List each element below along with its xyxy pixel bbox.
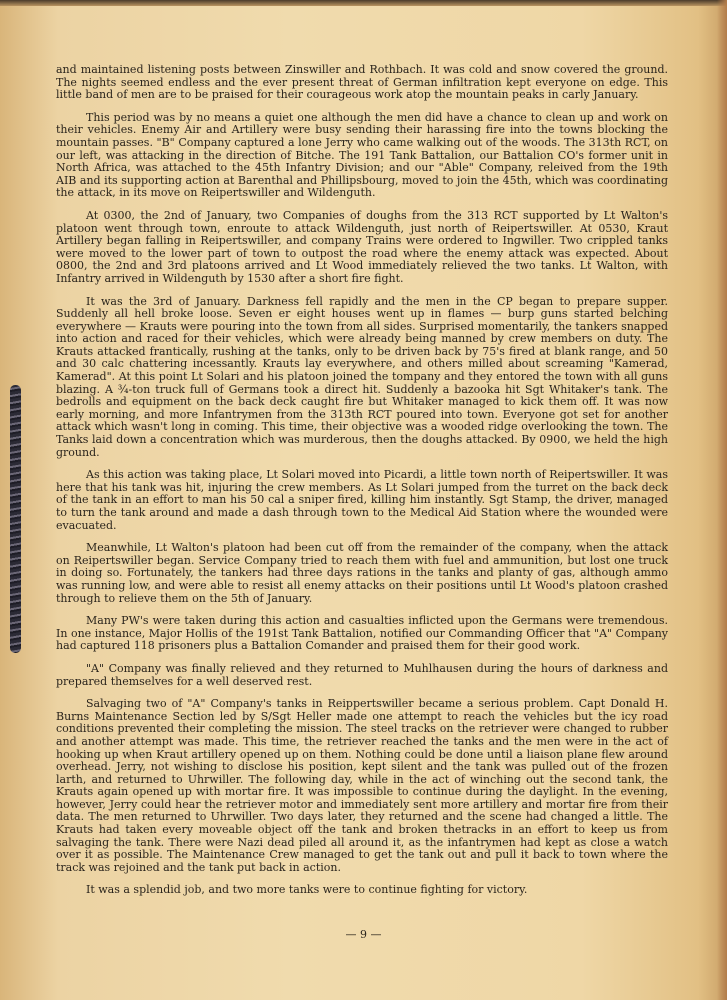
paragraph-10: It was a splendid job, and two more tanks were to continue fighting for victory.: [86, 883, 528, 897]
paragraph-8: "A" Company was finally relieved and they returned to Muhlhausen during the hours of darkness and prepared themselves for a well deserved rest.: [56, 661, 668, 688]
page-top-edge: [0, 0, 727, 6]
paragraph-2: This period was by no means a quiet one although the men did have a chance to clean up and work on their vehicles. Enemy Air and Artillery were busy sending their harassing fire into the towns blocking the mountain passes. "B" Company captured a lone Jerry who came walking out of the woods. The 313th RCT, on our left, was attacking in the direction of Bitche. The 191 Tank Battalion, our Battalion CO's former unit in North Africa, was attached to the 45th Infantry Division; and our "Able" Company, releived from the 19th AIB and its supporting action at Barenthal and Phillipsbourg, moved to join the 45th, which was coordinating the attack, in its move on Reipertswiller and Wildenguth.: [56, 110, 668, 200]
page-number: — 9 —: [345, 928, 382, 941]
paragraph-6: Meanwhile, Lt Walton's platoon had been cut off from the remainder of the company, when the attack on Reipertswiller began. Service Company tried to reach them with fuel and ammunition, but lost one truck in doing so. Fortunately, the tankers had three days rations in the tanks and planty of gas, although ammo was running low, and were able to resist all enemy attacks on their positions until Lt Wood's platoon crashed through to relieve them on the 5th of January.: [56, 541, 668, 605]
binding-cord: [10, 385, 21, 653]
paragraph-5: As this action was taking place, Lt Solari moved into Picardi, a little town north of Reipertswiller. It was here that his tank was hit, injuring the crew members. As Lt Solari jumped from the turret on the back deck of the tank in an effort to man his 50 cal a sniper fired, killing him instantly. Sgt Stamp, the driver, managed to turn the tank around and made a dash through town to the Medical Aid Station where the wounded were evacuated.: [56, 468, 668, 532]
paragraph-9: Salvaging two of "A" Company's tanks in Reippertswiller became a serious problem. Capt Donald H. Burns Maintenance Section led by S/Sgt Heller made one attempt to reach the vehicles but the icy road conditions prevented their completing the mission. The steel tracks on the retriever were changed to rubber and another attempt was made. This time, the retriever reached the tanks and the men were in the act of hooking up when Kraut artillery opened up on them. Nothing could be done until a liaison plane flew around overhead. Jerry, not wishing to disclose his position, kept silent and the tank was pulled out of the frozen larth, and returned to Uhrwiller. The following day, while in the act of winching out the second tank, the Krauts again opened up with mortar fire. It was impossible to continue during the daylight. In the evening, however, Jerry could hear the retriever motor and immediately sent more artillery and mortar fire from their data. The men returned to Uhrwiller. Two days later, they returned and the scene had changed a little. The Krauts had taken every moveable object off the tank and broken thetracks in an effort to keep us from salvaging the tank. There were Nazi dead piled all around it, as the infantrymen had kept as close a watch over it as possible. The Maintenance Crew managed to get the tank out and pull it back to town where the track was rejoined and the tank put back in action.: [56, 697, 668, 874]
paragraph-1: and maintained listening posts between Zinswiller and Rothbach. It was cold and snow covered the ground. The nights seemed endless and the ever present threat of German infiltration kept everyone on edge. This little band of men are to be praised for their courageous work atop the mountain peaks in carly January.: [56, 63, 668, 102]
paragraph-3: At 0300, the 2nd of January, two Companies of doughs from the 313 RCT supported by Lt Walton's platoon went through town, enroute to attack Wildenguth, just north of Reipertswiller. At 0530, Kraut Artillery began falling in Reipertswiller, and company Trains were ordered to Ingwiller. Two crippled tanks were moved to the lower part of town to outpost the road where the enemy attack was expected. About 0800, the 2nd and 3rd platoons arrived and Lt Wood immediately relieved the two tanks. Lt Walton, with Infantry arrived in Wildenguth by 1530 after a short fire fight.: [56, 208, 668, 285]
body-text: [56, 64, 668, 907]
paragraph-4: It was the 3rd of January. Darkness fell rapidly and the men in the CP began to prepare supper. Suddenly all hell broke loose. Seven er eight houses went up in flames — burp guns started belching everywhere — Krauts were pouring into the town from all sides. Surprised momentarily, the tankers snapped into action and raced for their vehicles, which were already being manned by crew members on duty. The Krauts attacked frantically, rushing at the tanks, only to be driven back by 75's fired at blank range, and 50 and 30 calc chattering incessantly. Krauts lay everywhere, and others milled about screaming "Kamerad, Kamerad". At this point Lt Solari and his platoon joined the tompany and they entored the town with all guns blazing. A ¾-ton truck full of Germans took a direct hit. Suddenly a bazooka hit Sgt Whitaker's tank. The bedrolls and equipment on the back deck caught fire but Whitaker managed to kick them off. It was now early morning, and more Infantrymen from the 313th RCT poured into town. Everyone got set for another attack which wasn't long in coming. This time, their objective was a wooded ridge overlooking the town. The Tanks laid down a concentration which was murderous, then the doughs attacked. By 0900, we held the high ground.: [56, 294, 668, 459]
page-right-edge: [717, 0, 727, 1000]
paragraph-7: Many PW's were taken during this action and casualties inflicted upon the Germans were tremendous. In one instance, Major Hollis of the 191st Tank Battalion, notified our Commanding Officer that "A" Company had captured 118 prisoners plus a Battalion Comander and praised them for their good work.: [56, 614, 668, 653]
